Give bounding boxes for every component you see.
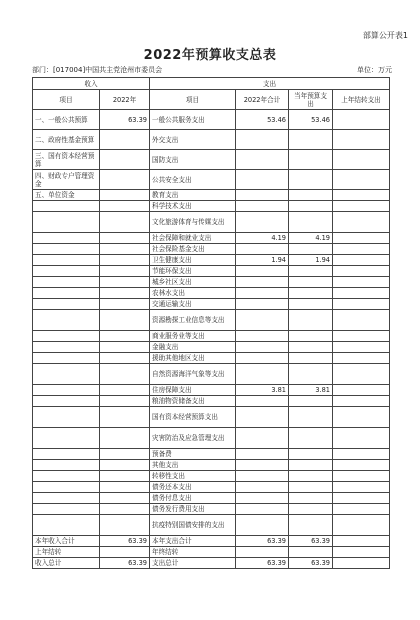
expense-prev-cell bbox=[333, 396, 390, 407]
expense-total-cell: 53.46 bbox=[236, 110, 289, 130]
expense-item-cell: 社会保险基金支出 bbox=[150, 244, 236, 255]
income-item-cell bbox=[33, 364, 100, 385]
income-amount-cell bbox=[100, 364, 150, 385]
expense-item-cell: 公共安全支出 bbox=[150, 170, 236, 190]
expense-total-cell bbox=[236, 266, 289, 277]
expense-current-cell bbox=[289, 547, 333, 558]
expense-prev-cell bbox=[333, 407, 390, 428]
income-item-cell bbox=[33, 396, 100, 407]
expense-current-cell bbox=[289, 331, 333, 342]
expense-total-cell bbox=[236, 212, 289, 233]
income-item-cell: 上年结转 bbox=[33, 547, 100, 558]
expense-total-cell bbox=[236, 201, 289, 212]
expense-current-cell bbox=[289, 342, 333, 353]
income-item-cell: 一、一般公共预算 bbox=[33, 110, 100, 130]
income-item-cell bbox=[33, 255, 100, 266]
expense-prev-cell bbox=[333, 212, 390, 233]
expense-item-cell: 债务付息支出 bbox=[150, 493, 236, 504]
expense-total-cell bbox=[236, 482, 289, 493]
table-row bbox=[33, 255, 390, 266]
table-row bbox=[33, 233, 390, 244]
expense-item-cell: 交通运输支出 bbox=[150, 299, 236, 310]
expense-prev-cell bbox=[333, 558, 390, 569]
income-amount-cell bbox=[100, 396, 150, 407]
expense-total-cell bbox=[236, 547, 289, 558]
table-row bbox=[33, 407, 390, 428]
table-row bbox=[33, 212, 390, 233]
table-row bbox=[33, 504, 390, 515]
expense-current-cell: 4.19 bbox=[289, 233, 333, 244]
expense-prev-cell bbox=[333, 130, 390, 150]
expense-item-cell: 金融支出 bbox=[150, 342, 236, 353]
expense-total-cell bbox=[236, 504, 289, 515]
expense-total-cell bbox=[236, 449, 289, 460]
table-row bbox=[33, 277, 390, 288]
table-row bbox=[33, 130, 390, 150]
income-item-cell bbox=[33, 288, 100, 299]
expense-current-cell bbox=[289, 130, 333, 150]
table-row bbox=[33, 460, 390, 471]
income-amount-cell: 63.39 bbox=[100, 558, 150, 569]
expense-prev-cell bbox=[333, 449, 390, 460]
page-title: 2022年预算收支总表 bbox=[143, 48, 277, 63]
expense-current-cell bbox=[289, 460, 333, 471]
expense-prev-cell bbox=[333, 331, 390, 342]
income-item-cell bbox=[33, 407, 100, 428]
expense-item-cell: 灾害防治及应急管理支出 bbox=[150, 428, 236, 449]
expense-item-cell: 节能环保支出 bbox=[150, 266, 236, 277]
income-amount-cell bbox=[100, 449, 150, 460]
income-item-cell bbox=[33, 299, 100, 310]
expense-prev-cell bbox=[333, 504, 390, 515]
income-item-cell bbox=[33, 460, 100, 471]
income-item-cell bbox=[33, 342, 100, 353]
expense-item-cell: 转移性支出 bbox=[150, 471, 236, 482]
income-amount-cell bbox=[100, 460, 150, 471]
expense-current-cell bbox=[289, 299, 333, 310]
income-item-cell bbox=[33, 385, 100, 396]
expense-total-cell bbox=[236, 364, 289, 385]
income-amount-cell bbox=[100, 190, 150, 201]
expense-header: 支出 bbox=[150, 78, 390, 90]
expense-total-cell bbox=[236, 353, 289, 364]
expense-current-cell bbox=[289, 482, 333, 493]
header-row-group bbox=[33, 78, 390, 90]
expense-prev-cell bbox=[333, 277, 390, 288]
table-row bbox=[33, 547, 390, 558]
expense-current-cell bbox=[289, 504, 333, 515]
table-row bbox=[33, 515, 390, 536]
expense-total-cell bbox=[236, 310, 289, 331]
unit-label: 单位：万元 bbox=[357, 66, 392, 74]
expense-item-cell: 国有资本经营预算支出 bbox=[150, 407, 236, 428]
expense-item-cell: 科学技术支出 bbox=[150, 201, 236, 212]
income-item-cell bbox=[33, 504, 100, 515]
income-amount-cell bbox=[100, 244, 150, 255]
expense-prev-cell bbox=[333, 299, 390, 310]
expense-item-cell: 年终结转 bbox=[150, 547, 236, 558]
expense-current-cell bbox=[289, 364, 333, 385]
income-item-cell bbox=[33, 212, 100, 233]
expense-total-cell: 63.39 bbox=[236, 536, 289, 547]
income-item-cell bbox=[33, 353, 100, 364]
col-2022-header: 2022年 bbox=[100, 90, 150, 110]
meta-line bbox=[32, 65, 392, 75]
income-item-cell: 收入总计 bbox=[33, 558, 100, 569]
expense-prev-cell bbox=[333, 244, 390, 255]
expense-total-cell bbox=[236, 407, 289, 428]
expense-current-cell: 63.39 bbox=[289, 536, 333, 547]
table-row bbox=[33, 471, 390, 482]
expense-item-cell: 债务还本支出 bbox=[150, 482, 236, 493]
expense-total-cell bbox=[236, 299, 289, 310]
expense-item-cell: 援助其他地区支出 bbox=[150, 353, 236, 364]
expense-prev-cell bbox=[333, 190, 390, 201]
expense-total-cell: 63.39 bbox=[236, 558, 289, 569]
income-amount-cell bbox=[100, 201, 150, 212]
expense-current-cell bbox=[289, 288, 333, 299]
department-label: 部门：[017004]中国共主党沧州市委员会 bbox=[32, 66, 163, 74]
income-amount-cell bbox=[100, 299, 150, 310]
expense-item-cell: 社会保障和就业支出 bbox=[150, 233, 236, 244]
expense-current-cell: 3.81 bbox=[289, 385, 333, 396]
income-item-cell: 三、国有资本经营预算 bbox=[33, 150, 100, 170]
table-row bbox=[33, 364, 390, 385]
expense-prev-cell bbox=[333, 482, 390, 493]
income-header: 收入 bbox=[33, 78, 150, 90]
expense-total-cell bbox=[236, 277, 289, 288]
table-row bbox=[33, 288, 390, 299]
expense-current-cell bbox=[289, 493, 333, 504]
table-row bbox=[33, 558, 390, 569]
table-row bbox=[33, 150, 390, 170]
income-amount-cell bbox=[100, 310, 150, 331]
expense-item-cell: 外交支出 bbox=[150, 130, 236, 150]
expense-prev-cell bbox=[333, 547, 390, 558]
table-row bbox=[33, 493, 390, 504]
expense-total-cell: 4.19 bbox=[236, 233, 289, 244]
expense-prev-cell bbox=[333, 150, 390, 170]
income-item-cell bbox=[33, 493, 100, 504]
expense-total-cell bbox=[236, 515, 289, 536]
expense-current-cell bbox=[289, 277, 333, 288]
income-amount-cell bbox=[100, 150, 150, 170]
income-item-cell: 本年收入合计 bbox=[33, 536, 100, 547]
expense-current-cell: 1.94 bbox=[289, 255, 333, 266]
col-prev-header: 上年结转支出 bbox=[333, 90, 390, 110]
expense-prev-cell bbox=[333, 353, 390, 364]
table-row bbox=[33, 310, 390, 331]
expense-total-cell: 3.81 bbox=[236, 385, 289, 396]
income-amount-cell bbox=[100, 493, 150, 504]
expense-item-cell: 国防支出 bbox=[150, 150, 236, 170]
expense-item-cell: 抗疫特别国债安排的支出 bbox=[150, 515, 236, 536]
table-row bbox=[33, 449, 390, 460]
expense-item-cell: 本年支出合计 bbox=[150, 536, 236, 547]
expense-total-cell bbox=[236, 396, 289, 407]
table-row bbox=[33, 110, 390, 130]
expense-total-cell bbox=[236, 244, 289, 255]
income-item-cell bbox=[33, 449, 100, 460]
col-item-header: 项目 bbox=[33, 90, 100, 110]
income-amount-cell bbox=[100, 471, 150, 482]
expense-prev-cell bbox=[333, 493, 390, 504]
expense-current-cell bbox=[289, 201, 333, 212]
income-amount-cell bbox=[100, 130, 150, 150]
income-item-cell bbox=[33, 266, 100, 277]
expense-prev-cell bbox=[333, 536, 390, 547]
expense-current-cell bbox=[289, 449, 333, 460]
col-total-header: 2022年合计 bbox=[236, 90, 289, 110]
expense-total-cell bbox=[236, 170, 289, 190]
income-amount-cell bbox=[100, 504, 150, 515]
income-item-cell bbox=[33, 482, 100, 493]
table-row bbox=[33, 331, 390, 342]
table-row bbox=[33, 299, 390, 310]
expense-total-cell bbox=[236, 190, 289, 201]
expense-total-cell bbox=[236, 150, 289, 170]
income-item-cell bbox=[33, 471, 100, 482]
expense-current-cell bbox=[289, 170, 333, 190]
expense-current-cell bbox=[289, 190, 333, 201]
income-item-cell bbox=[33, 428, 100, 449]
income-amount-cell: 63.39 bbox=[100, 536, 150, 547]
expense-total-cell: 1.94 bbox=[236, 255, 289, 266]
expense-total-cell bbox=[236, 471, 289, 482]
table-row bbox=[33, 342, 390, 353]
expense-current-cell bbox=[289, 428, 333, 449]
income-item-cell bbox=[33, 244, 100, 255]
income-item-cell bbox=[33, 233, 100, 244]
expense-current-cell bbox=[289, 515, 333, 536]
income-item-cell: 二、政府性基金预算 bbox=[33, 130, 100, 150]
expense-item-cell: 城乡社区支出 bbox=[150, 277, 236, 288]
expense-current-cell bbox=[289, 396, 333, 407]
expense-item-cell: 粮油物资储备支出 bbox=[150, 396, 236, 407]
income-amount-cell bbox=[100, 428, 150, 449]
income-amount-cell bbox=[100, 385, 150, 396]
expense-prev-cell bbox=[333, 288, 390, 299]
expense-prev-cell bbox=[333, 255, 390, 266]
income-amount-cell bbox=[100, 266, 150, 277]
expense-item-cell: 其他支出 bbox=[150, 460, 236, 471]
expense-current-cell bbox=[289, 150, 333, 170]
expense-item-cell: 农林水支出 bbox=[150, 288, 236, 299]
expense-prev-cell bbox=[333, 266, 390, 277]
expense-current-cell bbox=[289, 310, 333, 331]
budget-table bbox=[32, 77, 390, 569]
expense-current-cell bbox=[289, 212, 333, 233]
income-amount-cell bbox=[100, 212, 150, 233]
expense-item-cell: 住房保障支出 bbox=[150, 385, 236, 396]
expense-prev-cell bbox=[333, 515, 390, 536]
income-amount-cell bbox=[100, 547, 150, 558]
income-amount-cell bbox=[100, 515, 150, 536]
expense-total-cell bbox=[236, 493, 289, 504]
header-row-columns bbox=[33, 90, 390, 110]
expense-prev-cell bbox=[333, 233, 390, 244]
table-row bbox=[33, 190, 390, 201]
table-row bbox=[33, 536, 390, 547]
income-amount-cell bbox=[100, 255, 150, 266]
income-item-cell bbox=[33, 310, 100, 331]
expense-prev-cell bbox=[333, 460, 390, 471]
income-item-cell bbox=[33, 331, 100, 342]
expense-item-cell: 预备费 bbox=[150, 449, 236, 460]
income-amount-cell bbox=[100, 233, 150, 244]
income-amount-cell bbox=[100, 482, 150, 493]
income-amount-cell bbox=[100, 407, 150, 428]
expense-total-cell bbox=[236, 428, 289, 449]
expense-prev-cell bbox=[333, 471, 390, 482]
income-amount-cell bbox=[100, 277, 150, 288]
expense-current-cell: 53.46 bbox=[289, 110, 333, 130]
expense-prev-cell bbox=[333, 385, 390, 396]
expense-item-cell: 一般公共服务支出 bbox=[150, 110, 236, 130]
expense-current-cell bbox=[289, 407, 333, 428]
income-amount-cell bbox=[100, 342, 150, 353]
table-row bbox=[33, 244, 390, 255]
expense-total-cell bbox=[236, 460, 289, 471]
expense-current-cell: 63.39 bbox=[289, 558, 333, 569]
table-row bbox=[33, 170, 390, 190]
expense-item-cell: 卫生健康支出 bbox=[150, 255, 236, 266]
income-amount-cell bbox=[100, 170, 150, 190]
expense-prev-cell bbox=[333, 364, 390, 385]
table-row bbox=[33, 396, 390, 407]
expense-total-cell bbox=[236, 342, 289, 353]
table-row bbox=[33, 428, 390, 449]
expense-total-cell bbox=[236, 331, 289, 342]
income-item-cell bbox=[33, 515, 100, 536]
table-row bbox=[33, 482, 390, 493]
expense-prev-cell bbox=[333, 428, 390, 449]
expense-total-cell bbox=[236, 288, 289, 299]
table-row bbox=[33, 266, 390, 277]
expense-item-cell: 自然资源海洋气象等支出 bbox=[150, 364, 236, 385]
col-current-header: 当年预算支出 bbox=[289, 90, 333, 110]
expense-item-cell: 债务发行费用支出 bbox=[150, 504, 236, 515]
table-row bbox=[33, 353, 390, 364]
income-amount-cell bbox=[100, 331, 150, 342]
income-item-cell bbox=[33, 277, 100, 288]
expense-current-cell bbox=[289, 471, 333, 482]
income-amount-cell bbox=[100, 288, 150, 299]
expense-current-cell bbox=[289, 353, 333, 364]
expense-prev-cell bbox=[333, 110, 390, 130]
expense-item-cell: 教育支出 bbox=[150, 190, 236, 201]
expense-item-cell: 资源勘探工业信息等支出 bbox=[150, 310, 236, 331]
table-number-tag: 部算公开表1 bbox=[362, 31, 408, 40]
expense-item-cell: 支出总计 bbox=[150, 558, 236, 569]
income-item-cell: 五、单位资金 bbox=[33, 190, 100, 201]
table-row bbox=[33, 201, 390, 212]
expense-prev-cell bbox=[333, 201, 390, 212]
income-item-cell: 四、财政专户管理资金 bbox=[33, 170, 100, 190]
expense-prev-cell bbox=[333, 342, 390, 353]
income-item-cell bbox=[33, 201, 100, 212]
expense-item-cell: 文化旅游体育与传媒支出 bbox=[150, 212, 236, 233]
table-row bbox=[33, 385, 390, 396]
expense-current-cell bbox=[289, 244, 333, 255]
expense-prev-cell bbox=[333, 170, 390, 190]
expense-item-cell: 商业服务业等支出 bbox=[150, 331, 236, 342]
income-amount-cell bbox=[100, 353, 150, 364]
expense-prev-cell bbox=[333, 310, 390, 331]
col-exp-item-header: 项目 bbox=[150, 90, 236, 110]
expense-current-cell bbox=[289, 266, 333, 277]
income-amount-cell: 63.39 bbox=[100, 110, 150, 130]
expense-total-cell bbox=[236, 130, 289, 150]
